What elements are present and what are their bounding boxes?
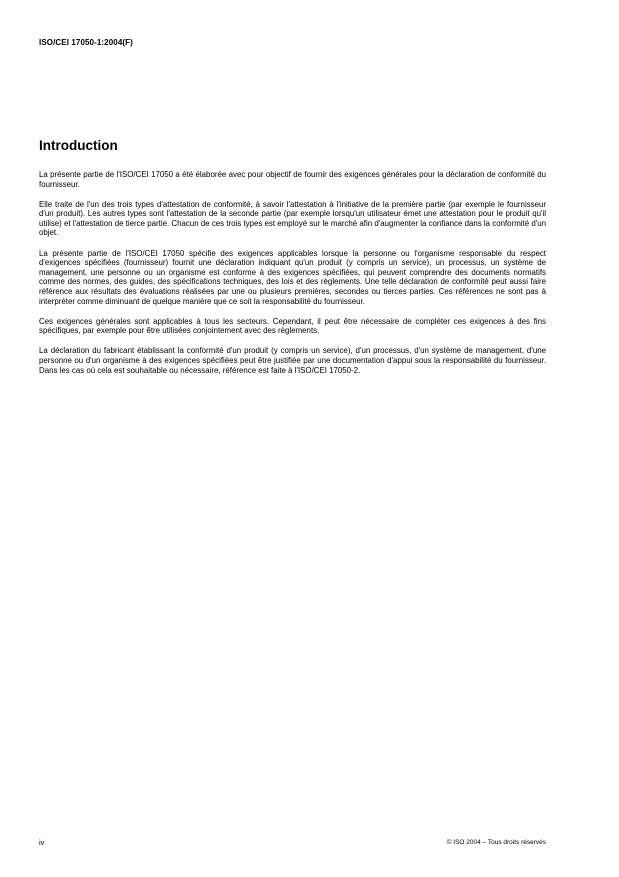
paragraph-2: Elle traite de l'un des trois types d'attestation de conformité, à savoir l'attestation à l'initiative de la première partie (par exemple le fournisseur d'un produit). Les autres types sont l'attestation de la seconde partie (par exemple lorsqu'un utilisateur émet une attestation pour le produit qu'il utilise) et l'attestation de tierce partie. Chacun de ces trois types est employé sur le marché afin d'augmenter la confiance dans la conformité d'un objet. <box>39 199 546 238</box>
document-identifier: ISO/CEI 17050-1:2004(F) <box>39 38 133 47</box>
paragraph-3: La présente partie de l'ISO/CEI 17050 spécifie des exigences applicables lorsque la personne ou l'organisme responsable du respect d'exigences spécifiées (fournisseur) fournit une déclaration indiquant qu'un produit (y compris un service), un processus, un système de management, une personne ou un organisme est conforme à des exigences spécifiées, qui peuvent comprendre des documents normatifs comme des normes, des guides, des spécifications techniques, des lois et des règlements. Une telle déclaration de conformité peut aussi faire référence aux résultats des évaluations réalisées par une ou plusieurs premières, secondes ou tierces parties. Ces références ne sont pas à interpréter comme diminuant de quelque manière que ce soit la responsabilité du fournisseur. <box>39 248 546 306</box>
paragraph-4: Ces exigences générales sont applicables à tous les secteurs. Cependant, il peut être nécessaire de compléter ces exigences à des fins spécifiques, par exemple pour être utilisées conjointement avec des règlements. <box>39 316 546 336</box>
paragraph-1: La présente partie de l'ISO/CEI 17050 a été élaborée avec pour objectif de fournir des exigences générales pour la déclaration de conformité du fournisseur. <box>39 170 546 189</box>
paragraph-5: La déclaration du fabricant établissant la conformité d'un produit (y compris un service), d'un processus, d'un système de management, d'une personne ou d'un organisme à des exigences spécifiées peut être justifiée par une documentation d'appui sous la responsabilité du fournisseur. Dans les cas où cela est souhaitable ou nécessaire, référence est faite à l'ISO/CEI 17050-2. <box>39 346 546 375</box>
page-number: iv <box>39 838 45 847</box>
page-title: Introduction <box>39 138 118 153</box>
body-text <box>39 170 546 386</box>
copyright-notice: © ISO 2004 – Tous droits réservés <box>446 839 546 846</box>
